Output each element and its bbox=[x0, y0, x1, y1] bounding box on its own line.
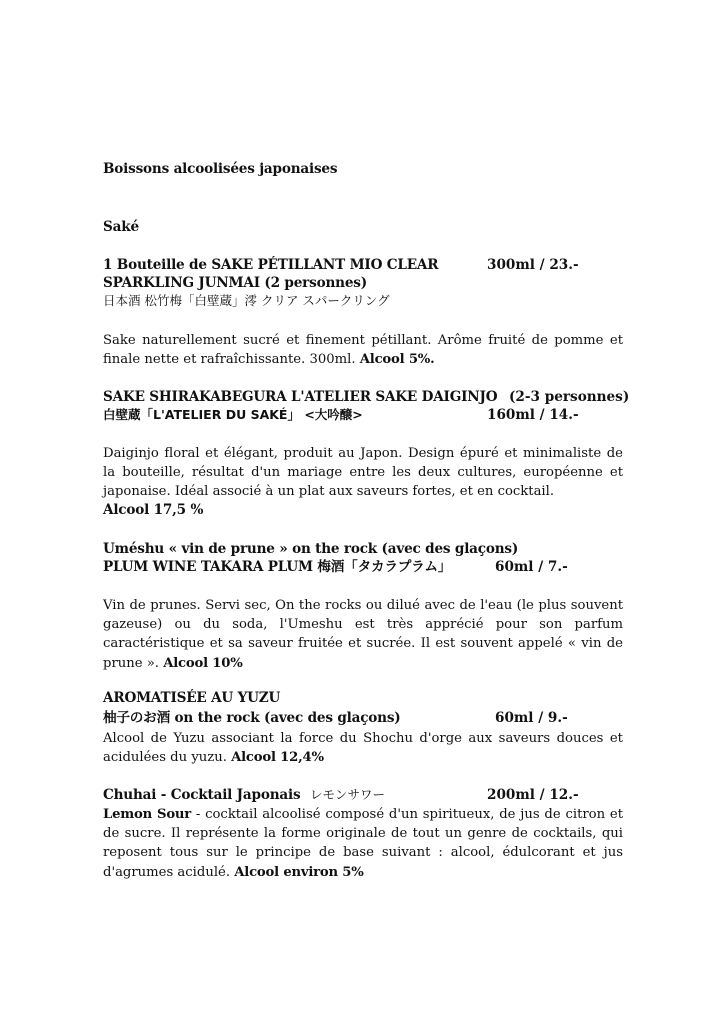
item-subtitle: PLUM WINE TAKARA PLUM 梅酒「タカラプラム」 bbox=[103, 559, 452, 575]
item-price: 200ml / 12.- bbox=[487, 787, 579, 803]
item-description bbox=[103, 805, 623, 882]
item-title: Uméshu « vin de prune » on the rock (avec des glaçons) bbox=[103, 541, 519, 557]
description-text: Daiginjo floral et élégant, produit au Japon. Design épuré et minimaliste de la bouteille, résultat d'un mariage entre les deux cultures, européenne et japonaise. Idéal associé à un plat aux saveurs fortes, et en cocktail. bbox=[103, 446, 623, 500]
item-price: 60ml / 7.- bbox=[495, 559, 568, 575]
alcohol-content: Alcool 5%. bbox=[359, 352, 435, 368]
item-subtitle: SPARKLING JUNMAI (2 personnes) bbox=[103, 275, 367, 291]
item-lead-name: Lemon Sour bbox=[103, 807, 192, 822]
item-price: 60ml / 9.- bbox=[495, 710, 568, 726]
item-description bbox=[103, 331, 623, 369]
item-description bbox=[103, 729, 623, 767]
alcohol-content: Alcool 12,4% bbox=[231, 750, 324, 766]
description-text: Sake naturellement sucré et finement pétillant. Arôme fruité de pomme et finale nette et rafraîchissante. 300ml. bbox=[103, 333, 623, 368]
item-persons: (2-3 personnes) bbox=[509, 389, 630, 405]
alcohol-content: Alcool 10% bbox=[163, 655, 243, 671]
item-price: 300ml / 23.- bbox=[487, 257, 579, 273]
item-price: 160ml / 14.- bbox=[487, 407, 579, 423]
item-description bbox=[103, 444, 623, 502]
section-title: Saké bbox=[103, 219, 139, 235]
description-text: - cocktail alcoolisé composé d'un spiritueux, de jus de citron et de sucre. Il représente la forme originale de tout un genre de cocktails, qui reposent tous sur le principe de base suivant : alcool, édulcorant et jus d'agrumes acidulé. bbox=[103, 807, 624, 880]
alcohol-content: Alcool 17,5 % bbox=[103, 502, 204, 518]
item-title: 1 Bouteille de SAKE PÉTILLANT MIO CLEAR bbox=[103, 257, 439, 273]
item-japanese-name: 白壁蔵「L'ATELIER DU SAKÉ」 <大吟醸> bbox=[103, 407, 363, 422]
item-title: Chuhai - Cocktail Japonais bbox=[103, 787, 301, 803]
description-text: Alcool de Yuzu associant la force du Shochu d'orge aux saveurs douces et acidulées du yuzu. bbox=[103, 731, 623, 766]
item-subtitle: 柚子のお酒 on the rock (avec des glaçons) bbox=[103, 710, 401, 726]
item-japanese-name: レモンサワー bbox=[310, 787, 386, 802]
page-heading: Boissons alcoolisées japonaises bbox=[103, 161, 338, 177]
item-title: AROMATISÉE AU YUZU bbox=[103, 690, 281, 706]
item-title: SAKE SHIRAKABEGURA L'ATELIER SAKE DAIGINJO bbox=[103, 389, 498, 405]
description-text: Vin de prunes. Servi sec, On the rocks ou dilué avec de l'eau (le plus souvent gazeuse) ou du soda, l'Umeshu est très apprécié pour son parfum caractéristique et sa saveur fruitée et sucrée. Il est souvent appelé « vin de prune ». bbox=[103, 598, 623, 671]
alcohol-content: Alcool environ 5% bbox=[234, 864, 364, 880]
item-description bbox=[103, 596, 623, 673]
item-japanese-name: 日本酒 松竹梅「白壁蔵」澪 クリア スパークリング bbox=[103, 293, 390, 308]
